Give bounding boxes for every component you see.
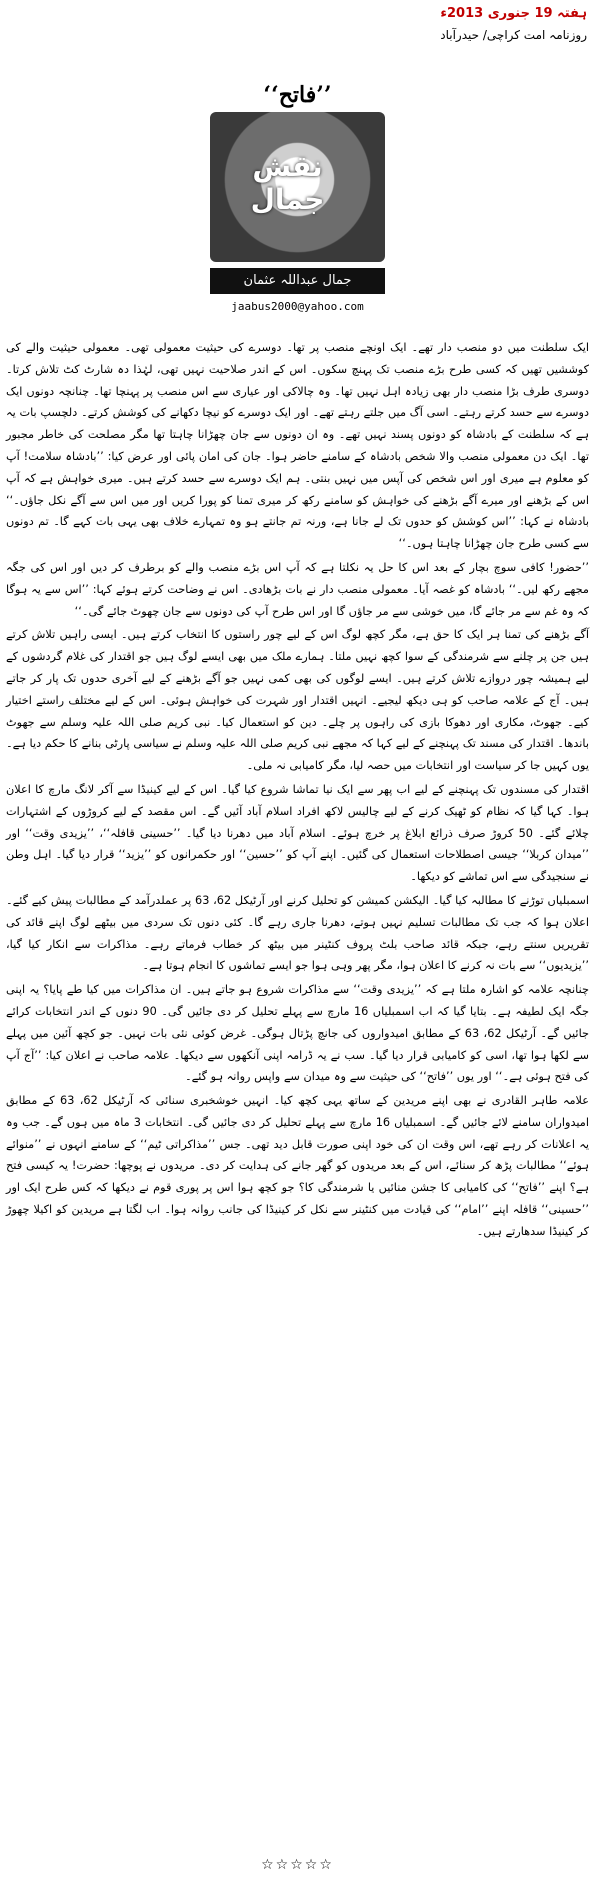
article-title: ’’فاتح‘‘ <box>263 82 332 108</box>
article-body <box>6 337 589 1245</box>
article-paragraph: ’’حضور! کافی سوچ بچار کے بعد اس کا حل یہ نکلتا ہے کہ آپ اس بڑے منصب والے کو برطرف کر دیں اور اس کی جگہ مجھے رکھ لیں۔‘‘ بادشاہ کو غصہ آیا۔ معمولی منصب دار نے بات بڑھادی۔ اس نے وضاحت کرتے ہوئے کہا: ’’اس سے یہ ہوگا کہ وہ غم سے مر جائے گا، میں خوشی سے مر جاؤں گا اور اس طرح آپ کی دونوں سے جان چھوٹ جائے گی۔‘‘ <box>6 560 589 618</box>
end-of-article-stars: ☆☆☆☆☆ <box>261 1857 334 1873</box>
article-paragraph: علامہ طاہر القادری نے بھی اپنے مریدین کے ساتھ یہی کچھ کیا۔ انہیں خوشخبری سنائی کہ آرٹیکل 62، 63 کے مطابق امیدواران سامنے لائے جائیں گے۔ اسمبلیاں 16 مارچ سے پہلے تحلیل کر دی جائیں گی۔ انتخابات 3 ماہ میں ہوں گے۔ جب وہ یہ اعلانات کر رہے تھے، اس وقت ان کی خود اپنی صورت قابل دید تھی۔ جس ’’مذاکراتی ٹیم‘‘ کے سامنے انہوں نے ’’منوائے ہوئے‘‘ مطالبات پڑھ کر سنائے، اس کے بعد مریدوں کو گھر جانے کی ہدایت کر دی۔ مریدوں نے پوچھا: حضرت! یہ کیسی فتح ہے؟ اپنے ’’فاتح‘‘ کی کامیابی کا جشن منائیں یا شرمندگی کا؟ جو کچھ ہوا اس پر پوری قوم نے دیکھا کہ کس طرح ایک اور ’’حسینی‘‘ قافلہ اپنے ’’امام‘‘ کی قیادت میں کنٹینر سے نکل کر کینیڈا کی جانب روانہ ہوا۔ اب لگتا ہے مریدین کو اکیلا چھوڑ کر کینیڈا سدھارتے ہیں۔ <box>6 1094 589 1238</box>
article-paragraph: اقتدار کی مسندوں تک پہنچنے کے لیے اب پھر سے ایک نیا تماشا شروع کیا گیا۔ اس کے لیے کینیڈا سے آکر لانگ مارچ کا اعلان ہوا۔ کہا گیا کہ نظام کو ٹھیک کرنے کے لیے چالیس لاکھ افراد اسلام آباد آئیں گے۔ اس مقصد کے لیے کروڑوں کے اشتہارات چلائے گئے۔ 50 کروڑ صرف ذرائع ابلاغ پر خرچ ہوئے۔ اسلام آباد میں دھرنا دیا گیا۔ ’’حسینی قافلہ‘‘، ’’یزیدی وقت‘‘ اور ’’میدان کربلا‘‘ جیسی اصطلاحات استعمال کی گئیں۔ اپنے آپ کو ’’حسین‘‘ اور حکمرانوں کو ’’یزید‘‘ قرار دیا گیا۔ اہل وطن نے سنجیدگی سے اس تماشے کو دیکھا۔ <box>6 782 589 884</box>
publication-date: ہفتہ 19 جنوری 2013ء <box>440 6 587 21</box>
column-logo <box>200 110 395 330</box>
article-paragraph: ایک سلطنت میں دو منصب دار تھے۔ ایک اونچے منصب پر تھا۔ دوسرے کی حیثیت معمولی تھی۔ معمولی حیثیت والے کی کوششیں تھیں کہ کسی طرح بڑے منصب تک پہنچ سکوں۔ اس کے اندر صلاحیت نہیں تھی، لہٰذا دہ شارٹ کٹ تلاش کرتا۔ دوسری طرف بڑا منصب دار بھی زیادہ اہل نہیں تھا۔ وہ چالاکی اور عیاری سے اس منصب پر پہنچا تھا۔ چنانچہ دونوں ایک دوسرے سے حسد کرتے رہتے۔ اسی آگ میں جلتے رہتے تھے۔ اور ایک دوسرے کو نیچا دکھانے کی کوشش کرتے۔ دلچسپ بات یہ ہے کہ سلطنت کے بادشاہ کو دونوں پسند نہیں تھے۔ وہ ان دونوں سے جان چھڑانا چاہتا تھا مگر مصلحت کی خاطر مجبور تھا۔ ایک دن معمولی منصب والا شخص بادشاہ کے سامنے حاضر ہوا۔ جان کی امان پائی اور عرض کیا: ’’بادشاہ سلامت! آپ کو معلوم ہے میری اور اس شخص کی آپس میں نہیں بنتی۔ ہم ایک دوسرے سے حسد کرتے ہیں۔ میری خواہش ہے کہ آپ اس کے بڑھنے اور میرے آگے بڑھنے کی خواہش کو سامنے رکھ کر میری تمنا کو پورا کریں اور میں اس سے آگے نکل جاؤں۔‘‘ بادشاہ نے کہا: ’’اس کوشش کو حدوں تک لے جانا ہے، ورنہ تم جانتے ہو وہ تمہارے خلاف بھی یہی بات کہے گا۔ تم دونوں سے کسی طرح جان چھڑانا چاہتا ہوں۔‘‘ <box>6 341 589 551</box>
article-paragraph: اسمبلیاں توڑنے کا مطالبہ کیا گیا۔ الیکشن کمیشن کو تحلیل کرنے اور آرٹیکل 62، 63 پر عملدرآمد کے مطالبات پیش کیے گئے۔ اعلان ہوا کہ جب تک مطالبات تسلیم نہیں ہوتے، دھرنا جاری رہے گا۔ کئی دنوں تک سردی میں بیٹھے لوگ اپنے قائد کی تقریریں سنتے رہے، جبکہ قائد صاحب بلٹ پروف کنٹینر میں بیٹھ کر خطاب فرماتے رہے۔ مذاکرات سے انکار کیا گیا، ’’یزیدیوں‘‘ سے بات نہ کرنے کا اعلان ہوا، مگر پھر وہی ہوا جو ایسے تماشوں کا انجام ہوتا ہے۔ <box>6 893 589 973</box>
newspaper-source: روزنامہ امت کراچی/ حیدرآباد <box>440 28 587 42</box>
column-name: نقش جمال <box>250 150 325 216</box>
article-paragraph: آگے بڑھنے کی تمنا ہر ایک کا حق ہے، مگر کچھ لوگ اس کے لیے چور راستوں کا انتخاب کرتے ہیں۔ ایسی راہیں تلاش کرتے ہیں جن پر چلنے سے شرمندگی کے سوا کچھ نہیں ملتا۔ ہمارے ملک میں بھی ایسے لوگ ہیں جو اقتدار کی غلام گردشوں کے لیے ہمیشہ چور دروازے تلاش کرتے ہیں۔ ایسے لوگوں کی بھی کمی نہیں جو آگے بڑھنے کے لیے آخری حدوں تک پار کر جاتے ہیں۔ آج کے علامہ صاحب کو ہی دیکھ لیجیے۔ انہیں اقتدار اور شہرت کی خواہش ہوئی۔ اس کے لیے مختلف راستے اختیار کیے۔ جھوٹ، مکاری اور دھوکا بازی کی راہوں پر چلے۔ دین کو استعمال کیا۔ نبی کریم صلی اللہ علیہ وسلم سے جھوٹ باندھا۔ اقتدار کی مسند تک پہنچنے کے لیے کہا کہ مجھے نبی کریم صلی اللہ علیہ وسلم نے سیاسی پارٹی بنانے کا حکم دیا ہے۔ یوں کہیں جا کر سیاست اور انتخابات میں حصہ لیا، مگر کامیابی نہ ملی۔ <box>6 628 589 773</box>
article-paragraph: چنانچہ علامہ کو اشارہ ملتا ہے کہ ’’یزیدی وقت‘‘ سے مذاکرات شروع ہو جاتے ہیں۔ ان مذاکرات میں کیا طے پایا؟ یہ اپنی جگہ ایک لطیفہ ہے۔ بتایا گیا کہ اب اسمبلیاں 16 مارچ سے پہلے تحلیل کر دی جائیں گی۔ 90 دنوں کے اندر انتخابات کرائے جائیں گے۔ آرٹیکل 62، 63 کے مطابق امیدواروں کی جانچ پڑتال ہوگی۔ غرض کوئی نئی بات نہیں۔ جو کچھ آئین میں پہلے سے لکھا ہوا تھا، اسی کو کامیابی قرار دیا گیا۔ سب نے یہ ڈرامہ اپنی آنکھوں سے دیکھا۔ علامہ صاحب نے اعلان کیا: ’’آج آپ کی فتح ہوئی ہے۔‘‘ اور یوں ’’فاتح‘‘ کی حیثیت سے وہ میدان سے واپس روانہ ہو گئے۔ <box>6 983 589 1084</box>
author-email: jaabus2000@yahoo.com <box>231 300 364 313</box>
author-name: جمال عبداللہ عثمان <box>210 268 385 294</box>
